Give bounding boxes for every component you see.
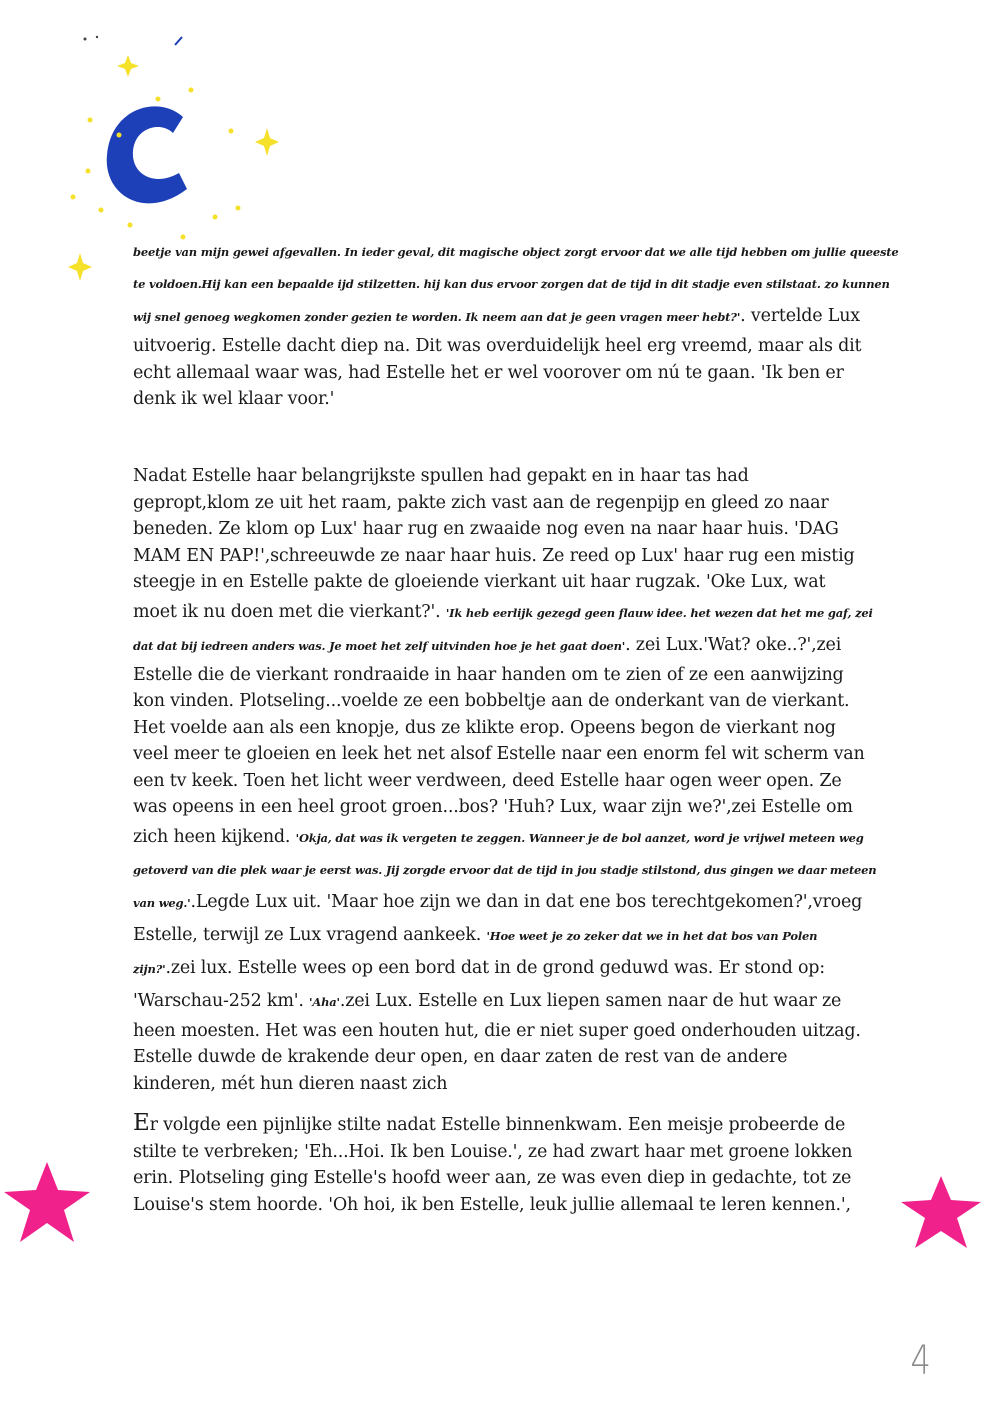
text-span: .Legde Lux uit. 'Maar hoe zijn we dan in dat ene bos terechtgekomen?',vroeg [190,891,863,912]
script-span: dat dat bij iedreen anders was. Je moet het zelf uitvinden hoe je het gaat doen' [133,638,626,653]
text-span: .zei Lux. Estelle en Lux liepen samen naar de hut waar ze [339,990,842,1011]
script-span: van weg.' [133,895,191,910]
script-span: 'Aha' [309,994,340,1009]
text-line: erin. Plotseling ging Estelle's hoofd weer aan, ze was even diep in gedachte, tot ze [133,1168,852,1188]
text-line: denk ik wel klaar voor.' [133,389,335,409]
page-number: 4 [910,1338,931,1384]
script-span: 'Hoe weet je zo zeker dat we in het dat bos van Polen [486,928,818,943]
script-line: beetje van mijn gewei afgevallen. In ieder geval, dit magische object zorgt ervoor dat we alle tijd hebben om jullie queeste [133,245,899,259]
drop-cap: E [133,1110,150,1136]
text-line: Estelle die de vierkant rondraaide in haar handen om te zien of ze een aanwijzing [133,664,844,685]
mixed-line [133,919,889,952]
text-line: een tv keek. Toen het licht weer verdween, deed Estelle haar ogen weer open. Ze [133,770,842,791]
mixed-line [133,952,889,985]
mixed-line [133,985,889,1018]
text-line: kon vinden. Plotseling...voelde ze een bobbeltje aan de onderkant van de vierkant. [133,691,850,711]
mixed-line [133,886,889,919]
text-span: 'Warschau-252 km'. [133,990,310,1011]
text-span: .zei lux. Estelle wees op een bord dat in de grond geduwd was. Er stond op: [165,957,825,978]
mixed-line [133,1110,889,1139]
text-line: uitvoerig. Estelle dacht diep na. Dit was overduidelijk heel erg vreemd, maar als dit [133,336,862,356]
text-span: moet ik nu doen met die vierkant?'. [133,601,446,622]
text-line: Het voelde aan als een knopje, dus ze klikte erop. Opeens begon de vierkant nog [133,717,836,738]
script-span: zijn?' [133,961,166,976]
text-span: . zei Lux.'Wat? oke..?',zei [625,634,842,655]
pink-star-left-icon [0,1158,95,1248]
main-paragraph [133,463,889,1097]
text-line: veel meer te gloeien en leek het net alsof Estelle naar een enorm fel wit scherm van [133,744,865,764]
script-span: wij snel genoeg wegkomen zonder gezien te worden. Ik neem aan dat je geen vragen meer hebt?' [133,310,741,324]
text-span: . vertelde Lux [740,306,860,326]
text-line: gepropt,klom ze uit het raam, pakte zich vast aan de regenpijp en gleed zo naar [133,492,829,513]
mixed-line [133,629,889,662]
mixed-line [133,596,889,629]
opening-paragraph [133,236,899,413]
text-line: Nadat Estelle haar belangrijkste spullen had gepakt en in haar tas had [133,466,749,486]
text-line: Louise's stem hoorde. 'Oh hoi, ik ben Estelle, leuk jullie allemaal te leren kennen.', [133,1194,851,1215]
text-span: r volgde een pijnlijke stilte nadat Estelle binnenkwam. Een meisje probeerde de [149,1115,846,1135]
text-line: heen moesten. Het was een houten hut, die er niet super goed onderhouden uitzag. [133,1020,861,1041]
text-line: Estelle duwde de krakende deur open, en daar zaten de rest van de andere [133,1047,788,1067]
script-line: te voldoen.Hij kan een bepaalde ijd stilzetten. hij kan dus ervoor zorgen dat de tijd in dit stadje even stilstaat. zo kunnen [133,277,890,291]
text-line: steegje in en Estelle pakte de gloeiende vierkant uit haar rugzak. 'Oke Lux, wat [133,572,826,592]
text-span: zich heen kijkend. [133,826,296,847]
text-line: echt allemaal waar was, had Estelle het er wel voorover om nú te gaan. 'Ik ben er [133,362,844,383]
blue-crescent-icon [107,106,187,203]
text-line: MAM EN PAP!',schreeuwde ze naar haar huis. Ze reed op Lux' haar rug een mistig [133,545,855,566]
text-span: Estelle, terwijl ze Lux vragend aankeek. [133,924,487,945]
closing-paragraph [133,1110,889,1218]
script-line: getoverd van die plek waar je eerst was. Jij zorgde ervoor dat de tijd in jou stadje stilstond, dus gingen we daar meteen [133,862,877,877]
text-line: stilte te verbreken; 'Eh...Hoi. Ik ben Louise.', ze had zwart haar met groene lokken [133,1141,853,1162]
mixed-line [133,300,889,333]
script-span: 'Ik heb eerlijk gezegd geen flauw idee. het wezen dat het me gaf, zei [445,605,873,620]
mixed-line [133,821,889,854]
text-line: was opeens in een heel groot groen...bos? 'Huh? Lux, waar zijn we?',zei Estelle om [133,797,853,817]
pink-star-right-icon [896,1172,986,1252]
text-line: kinderen, mét hun dieren naast zich [133,1073,448,1094]
script-span: 'Okja, dat was ik vergeten te zeggen. Wanneer je de bol aanzet, word je vrijwel meteen weg [295,830,864,845]
text-line: beneden. Ze klom op Lux' haar rug en zwaaide nog even na naar haar huis. 'DAG [133,519,839,539]
